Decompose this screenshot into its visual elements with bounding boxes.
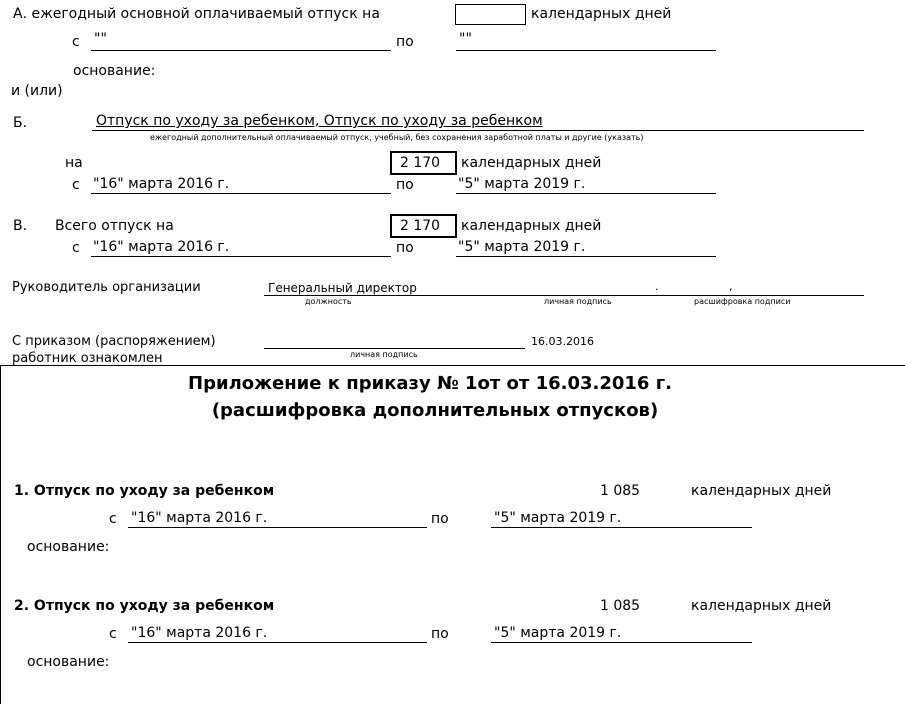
appendix-title-line-1: Приложение к приказу № 1от от 16.03.2016 г.: [188, 373, 672, 394]
section-a-to-value[interactable]: "": [459, 31, 472, 47]
section-b-type-caption: ежегодный дополнительный оплачиваемый отпуск, учебный, без сохранения заработной платы и другие (указать): [150, 133, 644, 142]
appendix-title-line-2: (расшифровка дополнительных отпусков): [211, 400, 659, 421]
appendix-item-basis-label: основание:: [27, 654, 110, 670]
appendix-item-title: 1. Отпуск по уходу за ребенком: [14, 483, 275, 499]
section-v-days-value: 2 170: [400, 218, 441, 234]
section-b-to-value[interactable]: "5" марта 2019 г.: [458, 176, 586, 192]
acquainted-line-1: С приказом (распоряжением): [12, 334, 216, 349]
section-b-on-label: на: [65, 155, 83, 171]
head-caption-signature: личная подпись: [544, 297, 612, 306]
section-b-letter: Б.: [13, 115, 28, 131]
appendix-item-from-value[interactable]: "16" марта 2016 г.: [131, 510, 268, 526]
appendix-item-days: 1 085: [600, 598, 641, 614]
section-b-type-underline: [92, 130, 864, 131]
section-b-type-value[interactable]: Отпуск по уходу за ребенком, Отпуск по уходу за ребенком: [96, 113, 543, 129]
section-v-from-prefix: с: [72, 240, 80, 256]
appendix-item-title: 2. Отпуск по уходу за ребенком: [14, 598, 275, 614]
appendix-item-from-prefix: с: [109, 511, 117, 527]
section-a-from-value[interactable]: "": [94, 31, 107, 47]
head-caption-position: должность: [305, 297, 352, 306]
appendix-item-to-underline: [491, 527, 752, 528]
appendix-item-to-value[interactable]: "5" марта 2019 г.: [494, 625, 622, 641]
section-a-label: А. ежегодный основной оплачиваемый отпуск на: [13, 6, 380, 22]
section-b-from-prefix: с: [72, 177, 80, 193]
appendix-item-to-underline: [491, 642, 752, 643]
section-b-from-underline: [91, 193, 391, 194]
page-separator: [0, 365, 905, 366]
section-a-days-unit: календарных дней: [531, 6, 672, 22]
acquainted-signature-underline: [264, 348, 525, 349]
section-v-days-box[interactable]: [390, 214, 457, 238]
section-v-letter: В.: [13, 218, 28, 234]
appendix-item-to-value[interactable]: "5" марта 2019 г.: [494, 510, 622, 526]
section-a-to-prefix: по: [396, 34, 414, 50]
section-a-from-prefix: с: [72, 34, 80, 50]
appendix-item-from-underline: [128, 642, 427, 643]
and-or-label: и (или): [11, 83, 63, 99]
appendix-item-from-underline: [128, 527, 427, 528]
head-dot-1: .: [655, 280, 659, 293]
appendix-item-days-unit: календарных дней: [691, 483, 832, 499]
section-v-from-value[interactable]: "16" марта 2016 г.: [93, 239, 230, 255]
appendix-item-days: 1 085: [600, 483, 641, 499]
appendix-item-to-prefix: по: [431, 626, 449, 642]
section-b-to-prefix: по: [396, 177, 414, 193]
acquainted-date: 16.03.2016: [531, 335, 594, 348]
head-position-value[interactable]: Генеральный директор: [268, 281, 417, 295]
appendix-item-from-value[interactable]: "16" марта 2016 г.: [131, 625, 268, 641]
section-v-to-underline: [456, 256, 716, 257]
head-underline: [264, 295, 864, 296]
section-v-days-unit: календарных дней: [461, 218, 602, 234]
head-label: Руководитель организации: [12, 280, 201, 295]
section-a-days-box[interactable]: [455, 4, 526, 25]
acquainted-line-2: работник ознакомлен: [12, 351, 163, 366]
section-v-from-underline: [91, 256, 391, 257]
section-a-basis-label: основание:: [73, 63, 156, 79]
section-v-to-prefix: по: [396, 240, 414, 256]
section-a-from-underline: [91, 50, 391, 51]
head-dot-2: ,: [729, 280, 733, 293]
section-b-from-value[interactable]: "16" марта 2016 г.: [93, 176, 230, 192]
section-b-days-box[interactable]: [390, 151, 457, 175]
section-b-to-underline: [456, 193, 716, 194]
acquainted-caption-signature: личная подпись: [350, 350, 418, 359]
appendix-item-to-prefix: по: [431, 511, 449, 527]
section-v-label: Всего отпуск на: [55, 218, 174, 234]
section-v-to-value[interactable]: "5" марта 2019 г.: [458, 239, 586, 255]
section-b-days-unit: календарных дней: [461, 155, 602, 171]
head-caption-decoding: расшифровка подписи: [694, 297, 791, 306]
section-b-days-value: 2 170: [400, 155, 441, 171]
appendix-item-from-prefix: с: [109, 626, 117, 642]
appendix-item-days-unit: календарных дней: [691, 598, 832, 614]
appendix-item-basis-label: основание:: [27, 539, 110, 555]
section-a-to-underline: [456, 50, 716, 51]
